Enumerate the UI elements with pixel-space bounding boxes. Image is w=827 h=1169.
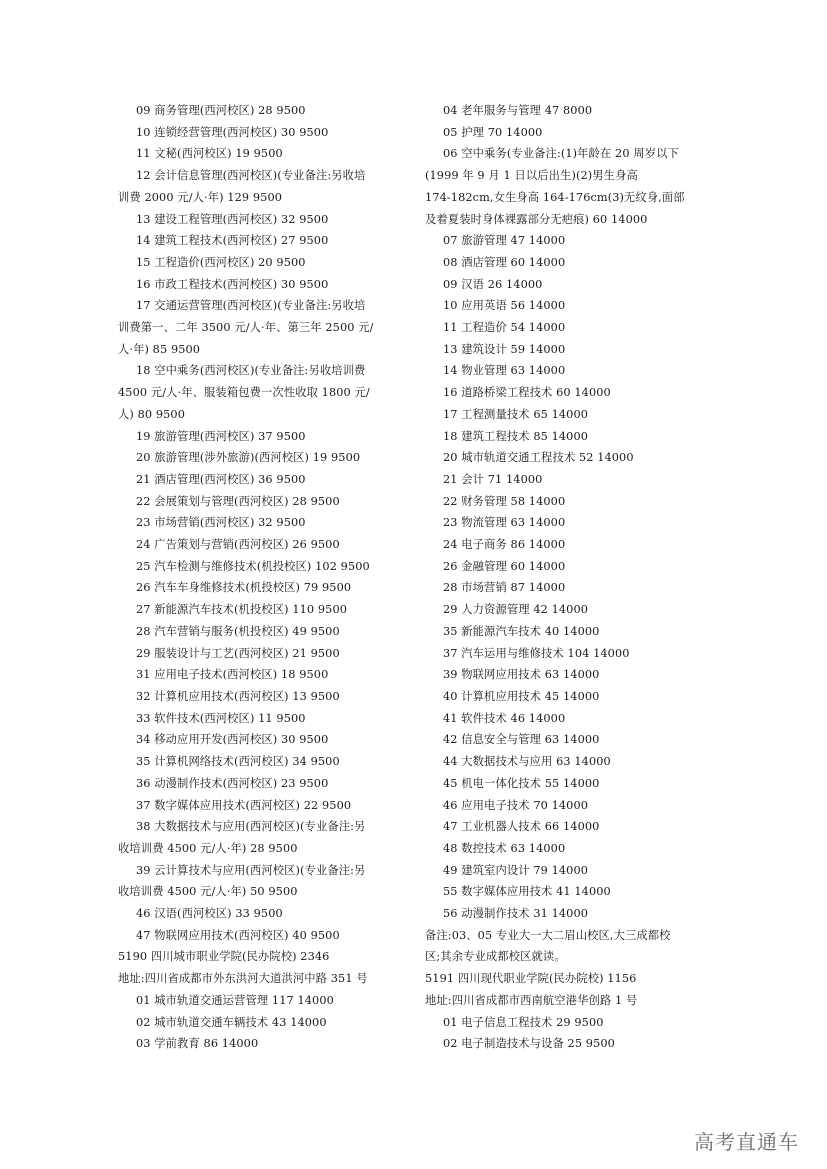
text-line: 26 金融管理 60 14000 — [443, 559, 566, 573]
text-line: 39 物联网应用技术 63 14000 — [443, 668, 600, 682]
text-line: 48 数控技术 63 14000 — [443, 841, 566, 855]
text-line: 14 建筑工程技术(西河校区) 27 9500 — [136, 234, 329, 248]
text-line: 49 建筑室内设计 79 14000 — [443, 863, 589, 877]
text-line: 收培训费 4500 元/人·年) 28 9500 — [118, 841, 298, 855]
text-line: 地址:四川省成都市西南航空港华创路 1 号 — [425, 993, 638, 1007]
text-line: 45 机电一体化技术 55 14000 — [443, 776, 600, 790]
text-line: 40 计算机应用技术 45 14000 — [443, 689, 600, 703]
text-line: 42 信息安全与管理 63 14000 — [443, 733, 600, 747]
text-line: 44 大数据技术与应用 63 14000 — [443, 755, 611, 769]
text-line: 47 物联网应用技术(西河校区) 40 9500 — [136, 928, 340, 942]
text-line: 02 电子制造技术与设备 25 9500 — [443, 1037, 615, 1051]
text-line: 17 交通运营管理(西河校区)(专业备注:另收培 — [136, 299, 366, 313]
text-line: 15 工程造价(西河校区) 20 9500 — [136, 255, 306, 269]
text-line: (1999 年 9 月 1 日以后出生)(2)男生身高 — [425, 169, 638, 183]
text-line: 09 商务管理(西河校区) 28 9500 — [136, 104, 306, 117]
text-line: 41 软件技术 46 14000 — [443, 711, 566, 725]
text-line: 人) 80 9500 — [118, 407, 186, 421]
text-line: 23 物流管理 63 14000 — [443, 516, 566, 530]
text-line: 13 建筑设计 59 14000 — [443, 342, 566, 356]
text-line: 37 数字媒体应用技术(西河校区) 22 9500 — [136, 798, 352, 812]
text-line: 28 市场营销 87 14000 — [443, 581, 566, 595]
text-line: 47 工业机器人技术 66 14000 — [443, 820, 600, 834]
text-line: 18 空中乘务(西河校区)(专业备注:另收培训费 — [136, 364, 366, 378]
text-line: 07 旅游管理 47 14000 — [443, 234, 566, 248]
text-line: 17 工程测量技术 65 14000 — [443, 407, 589, 421]
text-line: 02 城市轨道交通车辆技术 43 14000 — [136, 1015, 327, 1029]
text-line: 16 道路桥梁工程技术 60 14000 — [443, 386, 611, 400]
text-line: 39 云计算技术与应用(西河校区)(专业备注:另 — [136, 863, 366, 877]
text-line: 06 空中乘务(专业备注:(1)年龄在 20 周岁以下 — [443, 147, 679, 161]
text-line: 08 酒店管理 60 14000 — [443, 255, 566, 269]
text-line: 24 电子商务 86 14000 — [443, 538, 566, 552]
text-line: 11 文秘(西河校区) 19 9500 — [136, 147, 283, 161]
text-line: 19 旅游管理(西河校区) 37 9500 — [136, 429, 306, 443]
text-line: 28 汽车营销与服务(机投校区) 49 9500 — [136, 624, 340, 638]
text-line: 01 城市轨道交通运营管理 117 14000 — [136, 993, 334, 1007]
text-line: 4500 元/人·年、服装箱包费一次性收取 1800 元/ — [118, 386, 370, 400]
text-line: 26 汽车车身维修技术(机投校区) 79 9500 — [136, 581, 352, 595]
text-line: 备注:03、05 专业大一大二眉山校区,大三成都校 — [425, 928, 671, 942]
text-line: 及着夏装时身体裸露部分无疤痕) 60 14000 — [425, 212, 648, 226]
text-line: 16 市政工程技术(西河校区) 30 9500 — [136, 277, 329, 291]
text-line: 地址:四川省成都市外东洪河大道洪河中路 351 号 — [118, 972, 368, 986]
text-line: 20 城市轨道交通工程技术 52 14000 — [443, 451, 634, 465]
text-line: 46 汉语(西河校区) 33 9500 — [136, 907, 283, 921]
text-line: 31 应用电子技术(西河校区) 18 9500 — [136, 668, 329, 682]
text-line: 21 会计 71 14000 — [443, 472, 543, 486]
text-line: 训费 2000 元/人·年) 129 9500 — [118, 190, 283, 204]
text-line: 25 汽车检测与维修技术(机投校区) 102 9500 — [136, 559, 370, 573]
text-line: 35 新能源汽车技术 40 14000 — [443, 624, 600, 638]
text-line: 20 旅游管理(涉外旅游)(西河校区) 19 9500 — [136, 451, 361, 465]
text-line: 22 财务管理 58 14000 — [443, 494, 566, 508]
text-line: 18 建筑工程技术 85 14000 — [443, 429, 589, 443]
text-line: 收培训费 4500 元/人·年) 50 9500 — [118, 885, 298, 899]
text-line: 01 电子信息工程技术 29 9500 — [443, 1015, 604, 1029]
text-line: 04 老年服务与管理 47 8000 — [443, 104, 593, 117]
text-line: 37 汽车运用与维修技术 104 14000 — [443, 646, 630, 660]
text-line: 27 新能源汽车技术(机投校区) 110 9500 — [136, 603, 348, 617]
text-line: 32 计算机应用技术(西河校区) 13 9500 — [136, 689, 340, 703]
text-line: 56 动漫制作技术 31 14000 — [443, 907, 589, 921]
text-line: 14 物业管理 63 14000 — [443, 364, 566, 378]
text-line: 34 移动应用开发(西河校区) 30 9500 — [136, 733, 329, 747]
text-line: 55 数字媒体应用技术 41 14000 — [443, 885, 611, 899]
text-line: 35 计算机网络技术(西河校区) 34 9500 — [136, 755, 340, 769]
text-line: 21 酒店管理(西河校区) 36 9500 — [136, 472, 306, 486]
text-line: 174-182cm,女生身高 164-176cm(3)无纹身,面部 — [425, 190, 685, 204]
text-line: 29 服装设计与工艺(西河校区) 21 9500 — [136, 646, 340, 660]
text-line: 人·年) 85 9500 — [118, 342, 201, 356]
text-line: 训费第一、二年 3500 元/人·年、第三年 2500 元/ — [118, 321, 374, 335]
text-line: 29 人力资源管理 42 14000 — [443, 603, 589, 617]
text-line: 12 会计信息管理(西河校区)(专业备注:另收培 — [136, 169, 366, 183]
text-line: 24 广告策划与营销(西河校区) 26 9500 — [136, 538, 340, 552]
text-line: 05 护理 70 14000 — [443, 125, 543, 139]
text-line: 46 应用电子技术 70 14000 — [443, 798, 589, 812]
text-line: 10 连锁经营管理(西河校区) 30 9500 — [136, 125, 329, 139]
text-line: 5190 四川城市职业学院(民办院校) 2346 — [118, 950, 330, 964]
left-column — [118, 100, 408, 1055]
text-line: 11 工程造价 54 14000 — [443, 321, 566, 335]
text-line: 13 建设工程管理(西河校区) 32 9500 — [136, 212, 329, 226]
text-line: 09 汉语 26 14000 — [443, 277, 543, 291]
text-line: 03 学前教育 86 14000 — [136, 1037, 259, 1051]
text-line: 36 动漫制作技术(西河校区) 23 9500 — [136, 776, 329, 790]
text-line: 22 会展策划与管理(西河校区) 28 9500 — [136, 494, 340, 508]
text-line: 区;其余专业成都校区就读。 — [425, 950, 566, 964]
text-line: 23 市场营销(西河校区) 32 9500 — [136, 516, 306, 530]
text-line: 10 应用英语 56 14000 — [443, 299, 566, 313]
text-line: 5191 四川现代职业学院(民办院校) 1156 — [425, 972, 637, 986]
text-line: 38 大数据技术与应用(西河校区)(专业备注:另 — [136, 820, 366, 834]
text-line: 33 软件技术(西河校区) 11 9500 — [136, 711, 306, 725]
right-column — [425, 100, 715, 1055]
watermark: 高考直通车 — [694, 1130, 799, 1154]
